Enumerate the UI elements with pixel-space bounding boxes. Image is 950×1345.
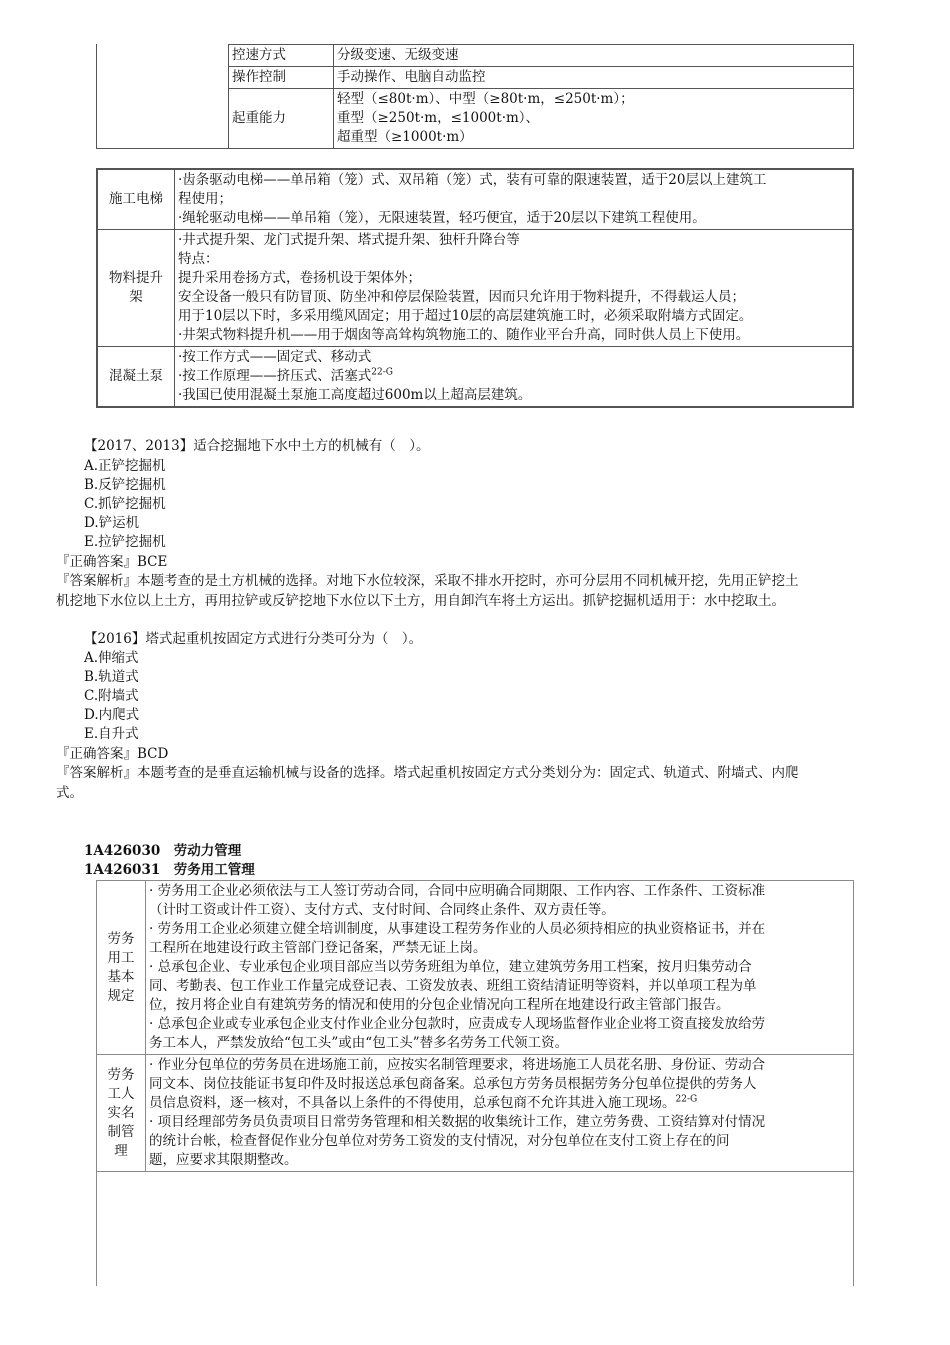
- question-stem: 【2017、2013】适合挖掘地下水中土方的机械有（ ）。: [84, 438, 430, 454]
- spec-value: [334, 89, 854, 149]
- spec-label: 操作控制: [229, 67, 334, 89]
- desc-line: 务工本人，严禁发放给“包工头”或由“包工头”替多名劳务工代领工资。: [149, 1035, 569, 1051]
- table-row: [97, 169, 853, 230]
- label-line: 物料提升: [109, 270, 163, 286]
- desc-line: · 作业分包单位的劳务员在进场施工前，应按实名制管理要求，将进场施工人员花名册、身份证、劳动合: [149, 1057, 766, 1073]
- equipment-desc: [175, 347, 854, 408]
- table-row: [97, 1172, 854, 1287]
- equipment-label: [97, 230, 175, 347]
- rule-label: [97, 881, 146, 1055]
- rule-label: [97, 1055, 146, 1172]
- label-line: 工人: [107, 1085, 135, 1102]
- rule-desc: [146, 881, 854, 1055]
- desc-line: 提升采用卷扬方式，卷扬机设于架体外；: [178, 270, 421, 286]
- capacity-line: 轻型（≤80t·m）、中型（≥80t·m，≤250t·m）；: [337, 91, 634, 107]
- capacity-line: 重型（≥250t·m，≤1000t·m）、: [337, 110, 540, 126]
- question-stem: 【2016】塔式起重机按固定方式进行分类可分为（ ）。: [84, 631, 423, 647]
- desc-line: （计时工资或计件工资）、支付方式、支付时间、合同终止条件、双方责任等。: [149, 902, 615, 918]
- spec-value: 分级变速、无级变速: [334, 45, 854, 67]
- option-a: A.伸缩式: [84, 650, 139, 666]
- option-e: E.自升式: [84, 726, 139, 742]
- desc-line: · 总承包企业、专业承包企业项目部应当以劳务班组为单位，建立建筑劳务用工档案，按月归集劳动合: [149, 959, 752, 975]
- desc-line: [149, 1094, 850, 1113]
- label-line: 基本: [107, 968, 135, 985]
- desc-line: ·按工作方式——固定式、移动式: [178, 349, 372, 365]
- equipment-desc: [175, 169, 854, 230]
- table-row: [97, 1055, 854, 1172]
- source-tag: 22-G: [675, 1094, 698, 1105]
- section-heading: 1A426030 劳动力管理: [84, 843, 242, 859]
- desc-line: 的统计台帐，检查督促作业分包单位对劳务工资发的支付情况，对分包单位在支付工资上存在的问: [149, 1133, 730, 1149]
- spec-label: 起重能力: [229, 89, 334, 149]
- option-c: C.附墙式: [84, 688, 139, 704]
- label-line: 实名: [107, 1104, 135, 1121]
- spec-label: 控速方式: [229, 45, 334, 67]
- answer-analysis: 机挖地下水位以上土方，再用拉铲或反铲挖地下水位以下土方，用自卸汽车将土方运出。抓铲挖掘机适用于：水中挖取土。: [56, 593, 785, 609]
- desc-line: 位，按月将企业自有建筑劳务的情况和使用的分包企业情况向工程所在地建设行政主管部门报告。: [149, 997, 730, 1013]
- source-tag: 22-G: [371, 367, 393, 378]
- label-line: 规定: [107, 987, 135, 1004]
- desc-line: ·井式提升架、龙门式提升架、塔式提升架、独杆升降台等: [178, 232, 520, 248]
- desc-line: · 劳务用工企业必须依法与工人签订劳动合同，合同中应明确合同期限、工作内容、工作条件、工资标准: [149, 883, 766, 899]
- label-line: 劳务: [107, 1066, 135, 1083]
- label-line: 制管: [107, 1123, 135, 1140]
- desc-line: · 劳务用工企业必须建立健全培训制度，从事建设工程劳务作业的人员必须持相应的执业资格证书，并在: [149, 921, 766, 937]
- option-d: D.内爬式: [84, 707, 140, 723]
- table-row: [97, 347, 853, 408]
- option-d: D.铲运机: [84, 515, 140, 531]
- option-c: C.抓铲挖掘机: [84, 496, 166, 512]
- labour-table: [96, 880, 854, 1286]
- empty-cell: [97, 1172, 854, 1287]
- option-a: A.正铲挖掘机: [84, 458, 166, 474]
- desc-line: ·井架式物料提升机——用于烟囱等高耸构筑物施工的、随作业平台升高，同时供人员上下使用。: [178, 327, 750, 343]
- desc-line: · 项目经理部劳务员负责项目日常劳务管理和相关数据的收集统计工作，建立劳务费、工资结算对付情况: [149, 1114, 766, 1130]
- section-heading: 1A426031 劳务用工管理: [84, 862, 255, 878]
- answer-analysis: 式。: [56, 785, 83, 801]
- spec-value: 手动操作、电脑自动监控: [334, 67, 854, 89]
- label-line: 理: [114, 1142, 128, 1159]
- desc-line: 程使用；: [178, 191, 232, 207]
- desc-line: ·齿条驱动电梯——单吊箱（笼）式、双吊箱（笼）式，装有可靠的限速装置，适于20层以上建筑工: [178, 172, 767, 188]
- table-row: [229, 45, 854, 67]
- desc-line: ·我国已使用混凝土泵施工高度超过600m以上超高层建筑。: [178, 387, 532, 403]
- label-line: 劳务: [107, 930, 135, 947]
- equipment-table: [96, 168, 854, 408]
- crane-spec-table: [228, 44, 854, 149]
- equipment-label: 混凝土泵: [97, 347, 175, 408]
- option-b: B.轨道式: [84, 669, 139, 685]
- desc-line: 用于10层以下时，多采用缆风固定；用于超过10层的高层建筑施工时，必须采取附墙方式固定。: [178, 308, 753, 324]
- equipment-desc: [175, 230, 854, 347]
- desc-line: 工程所在地建设行政主管部门登记备案，严禁无证上岗。: [149, 940, 487, 956]
- desc-line: 题，应要求其限期整改。: [149, 1152, 298, 1168]
- answer-analysis: 『答案解析』本题考查的是土方机械的选择。对地下水位较深，采取不排水开挖时，亦可分层用不同机械开挖，先用正铲挖土: [56, 573, 799, 589]
- label-line: 架: [129, 289, 143, 305]
- desc-line: ·绳轮驱动电梯——单吊箱（笼），无限速装置，轻巧便宜，适于20层以下建筑工程使用。: [178, 210, 706, 226]
- desc-text: 员信息资料，逐一核对，不具备以上条件的不得使用，总承包商不允许其进入施工现场。: [149, 1095, 676, 1111]
- option-b: B.反铲挖掘机: [84, 477, 166, 493]
- capacity-line: 超重型（≥1000t·m）: [337, 129, 473, 145]
- equipment-label: 施工电梯: [97, 169, 175, 230]
- table-row: [229, 89, 854, 149]
- correct-answer: 『正确答案』BCE: [56, 554, 168, 570]
- desc-text: ·按工作原理——挤压式、活塞式: [178, 368, 372, 384]
- desc-line: · 总承包企业或专业承包企业支付作业企业分包款时，应责成专人现场监督作业企业将工资直接发放给劳: [149, 1016, 766, 1032]
- desc-line: 同、考勤表、包工作业工作量完成登记表、工资发放表、班组工资结清证明等资料，并以单项工程为单: [149, 978, 757, 994]
- desc-line: 安全设备一般只有防冒顶、防坐冲和停层保险装置，因而只允许用于物料提升，不得载运人员；: [178, 289, 745, 305]
- desc-line: 同文本、岗位技能证书复印件及时报送总承包商备案。总承包方劳务员根据劳务分包单位提供的劳务人: [149, 1076, 757, 1092]
- desc-line: [178, 367, 849, 386]
- desc-line: 特点：: [178, 251, 219, 267]
- option-e: E.拉铲挖掘机: [84, 534, 166, 550]
- table-row: [229, 67, 854, 89]
- table-row: [97, 230, 853, 347]
- label-line: 用工: [107, 949, 135, 966]
- rule-desc: [146, 1055, 854, 1172]
- correct-answer: 『正确答案』BCD: [56, 746, 169, 762]
- table-row: [97, 881, 854, 1055]
- answer-analysis: 『答案解析』本题考查的是垂直运输机械与设备的选择。塔式起重机按固定方式分类划分为：固定式、轨道式、附墙式、内爬: [56, 765, 799, 781]
- table1-left-border: [96, 44, 97, 149]
